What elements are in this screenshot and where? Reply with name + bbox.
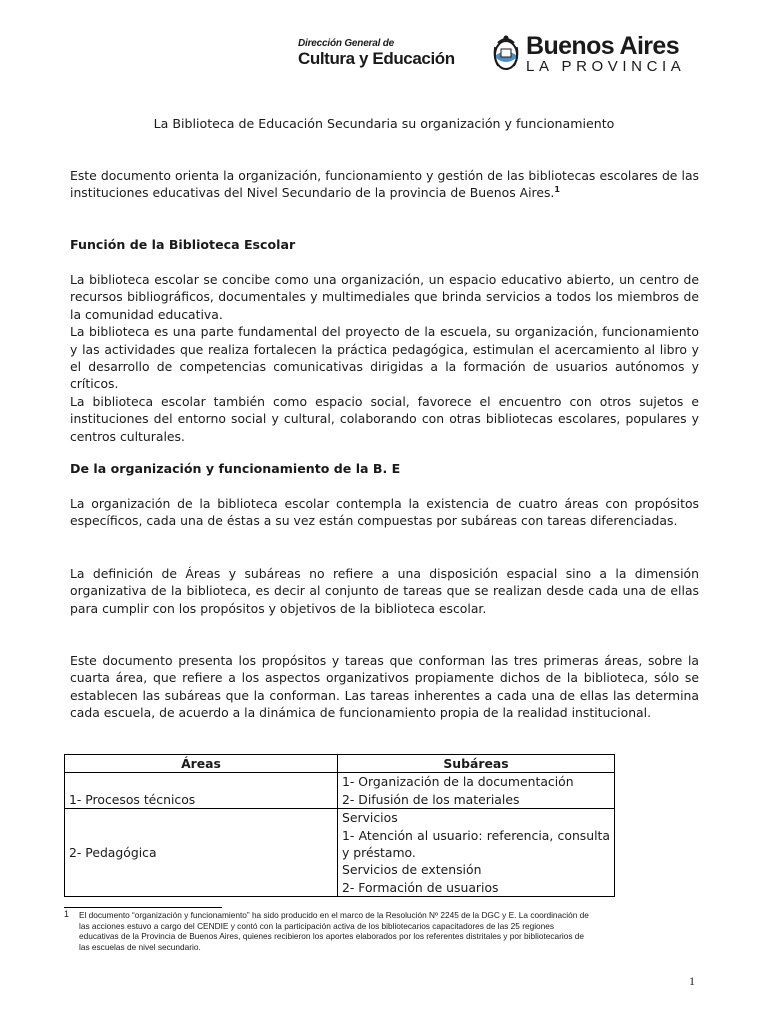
footnote-number: 1 <box>64 909 70 919</box>
table-cell-subareas <box>338 773 615 809</box>
table-header-areas: Áreas <box>65 755 338 773</box>
footnote-text: El documento “organización y funcionamiento” ha sido producido en el marco de la Resolución Nº 2245 de la DGC y E. La coordinación de las acciones estuvo a cargo del CENDIE y contó con la participación activa de los bibliotecarios capacitadores de las 25 regiones educativas de la Provincia de Buenos Aires, quienes recibieron los aportes elaborados por los referentes distritales y por bibliotecarios de las escuelas de nivel secundario. <box>79 910 589 952</box>
subarea-line: 1- Atención al usuario: referencia, consulta y préstamo. <box>342 827 610 861</box>
paragraph: La biblioteca escolar se concibe como una organización, un espacio educativo abierto, un centro de recursos bibliográficos, documentales y multimediales que brinda servicios a todos los miembros de la comunidad educativa. <box>70 272 699 322</box>
province-shield-icon <box>492 34 520 72</box>
paragraph: La biblioteca escolar también como espacio social, favorece el encuentro con otros sujetos e instituciones del entorno social y cultural, colaborando con otras bibliotecas escolares, populares y centros culturales. <box>70 393 699 444</box>
buenos-aires-logo <box>526 34 685 75</box>
table-header-subareas: Subáreas <box>338 755 615 773</box>
subarea-line: Servicios <box>342 810 398 826</box>
document-title: La Biblioteca de Educación Secundaria su organización y funcionamiento <box>153 116 615 131</box>
subarea-line: 2- Formación de usuarios <box>342 879 499 895</box>
section1-body <box>70 271 699 445</box>
table-cell-subareas <box>338 809 615 897</box>
intro-paragraph <box>70 167 699 202</box>
subarea-line: Servicios de extensión <box>342 862 482 878</box>
page-number: 1 <box>689 974 695 988</box>
header-logos <box>298 34 700 76</box>
dgc-big-text: Cultura y Educación <box>298 49 455 68</box>
section-heading-funcion: Función de la Biblioteca Escolar <box>70 237 296 252</box>
footnote-divider <box>64 907 222 908</box>
paragraph: La definición de Áreas y subáreas no refiere a una disposición espacial sino a la dimensión organizativa de la biblioteca, es decir al conjunto de tareas que se realizan desde cada una de ellas para cumplir con los propósitos y objetivos de la biblioteca escolar. <box>70 566 699 616</box>
table-row <box>65 773 615 809</box>
paragraph: La organización de la biblioteca escolar contempla la existencia de cuatro áreas con propósitos específicos, cada una de éstas a su vez están compuestas por subáreas con tareas diferenciadas. <box>70 496 699 529</box>
province-subtitle: LA PROVINCIA <box>526 58 686 75</box>
table-cell-area: 2- Pedagógica <box>65 809 338 897</box>
footnote-ref: 1 <box>554 185 560 195</box>
section-heading-organizacion: De la organización y funcionamiento de la B. E <box>70 461 401 476</box>
paragraph: La biblioteca es una parte fundamental del proyecto de la escuela, su organización, funcionamiento y las actividades que realiza fortalecen la práctica pedagógica, estimulan el acercamiento al libro y el desarrollo de competencias comunicativas dirigidas a la formación de usuarios autónomos y críticos. <box>70 324 699 392</box>
paragraph: Este documento presenta los propósitos y tareas que conforman las tres primeras áreas, sobre la cuarta área, que refiere a los aspectos organizativos propiamente dichos de la biblioteca, sólo se establecen las subáreas que la conforman. Las tareas inherentes a cada una de ellas las determina cada escuela, de acuerdo a la dinámica de funcionamiento propia de la realidad institucional. <box>70 653 699 721</box>
areas-table <box>64 754 615 897</box>
dgc-small-text: Dirección General de <box>298 38 395 49</box>
footnote <box>64 910 594 952</box>
province-name: Buenos Aires <box>526 32 680 60</box>
table-header-row <box>65 755 615 773</box>
table-cell-area: 1- Procesos técnicos <box>65 773 338 809</box>
table-row <box>65 809 615 897</box>
dgc-logo <box>298 38 455 68</box>
subarea-line: 2- Difusión de los materiales <box>342 791 520 807</box>
subarea-line: 1- Organización de la documentación <box>342 774 574 790</box>
intro-text: Este documento orienta la organización, funcionamiento y gestión de las bibliotecas escolares de las instituciones educativas del Nivel Secundario de la provincia de Buenos Aires. <box>70 168 699 201</box>
